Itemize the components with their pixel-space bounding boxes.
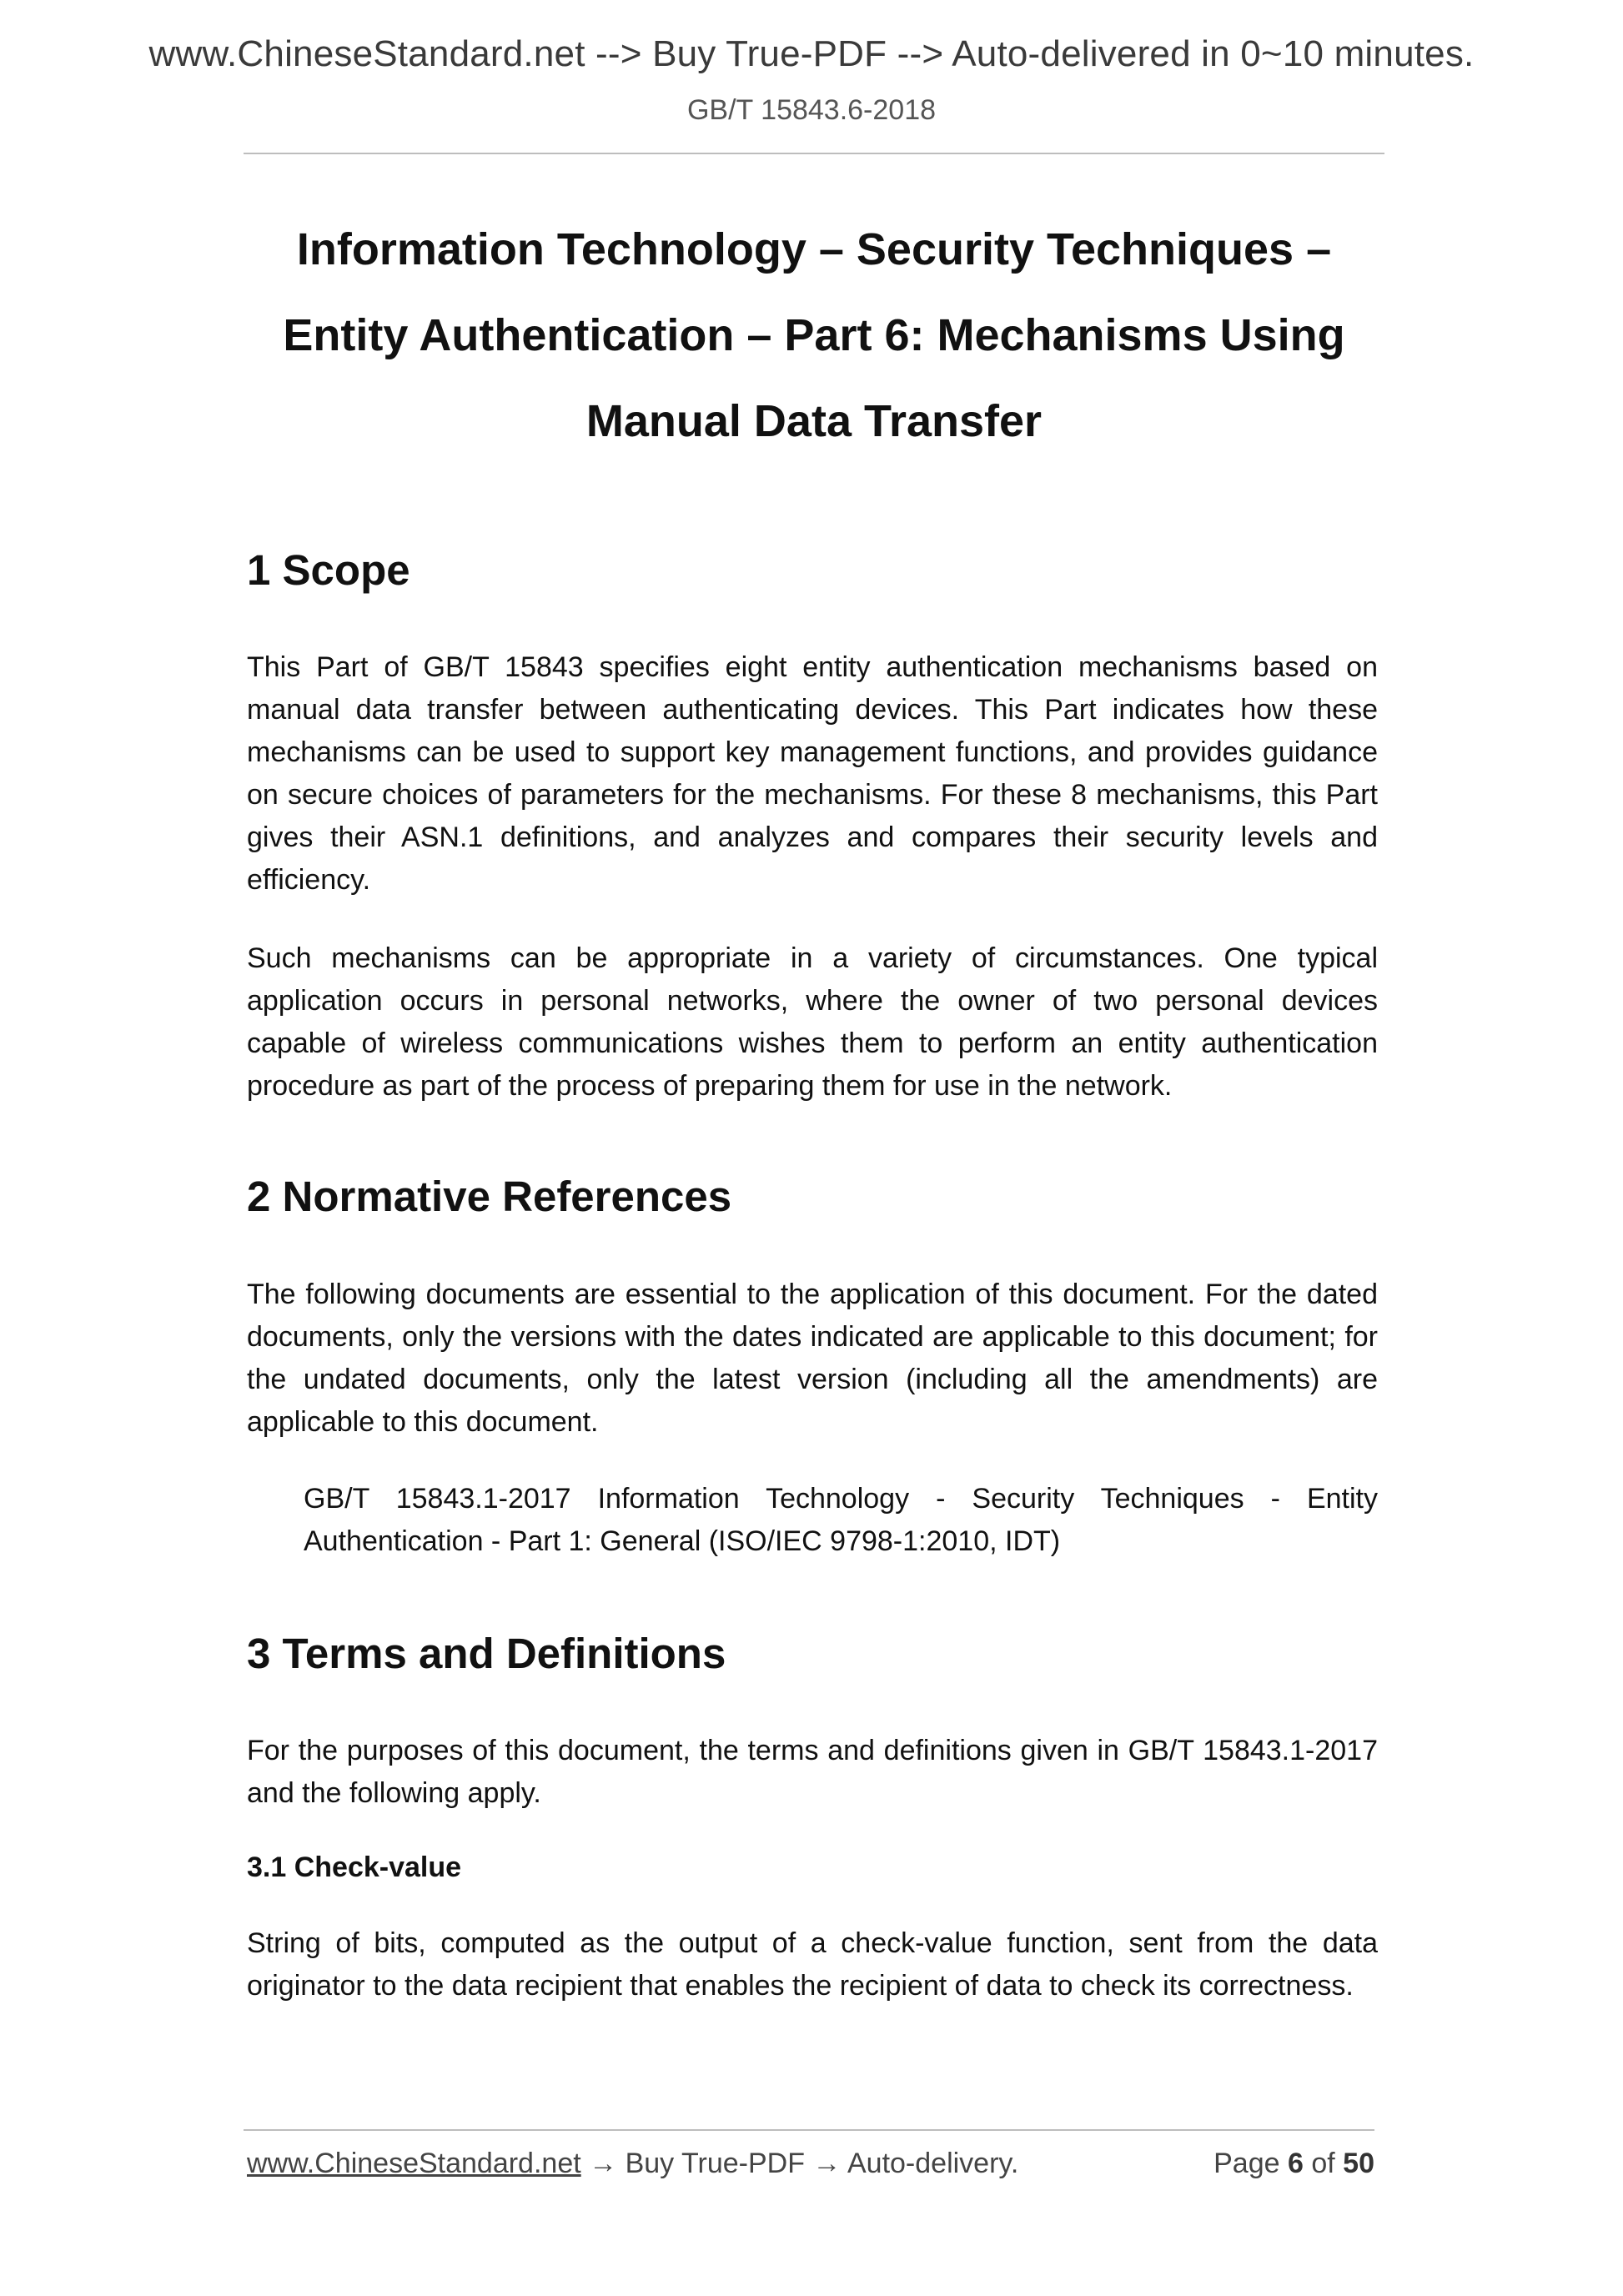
title-line-1: Information Technology – Security Techniques – [296,224,1332,274]
scope-paragraph-1-wrap [247,646,1378,902]
term-definition-check-value: String of bits, computed as the output of a check-value function, sent from the data originator to the data recipient that enables the recipient of data to check its correctness. [247,1927,1378,2002]
footer-divider [244,2129,1374,2131]
footer-tagline: → Buy True-PDF → Auto-delivery. [580,2148,1019,2179]
section-references-heading-wrap [247,1171,1378,1222]
scope-paragraph-1: This Part of GB/T 15843 specifies eight entity authentication mechanisms based on manual data transfer between authenticating devices. This Part indicates how these mechanisms can be used to support key management functions, and provides guidance on secure choices of parameters for the mechanisms. For these 8 mechanisms, this Part gives their ASN.1 definitions, and analyzes and compares their security levels and efficiency. [247,651,1378,896]
of-word: of [1311,2148,1335,2179]
section-terms-heading-wrap [247,1628,1378,1679]
term-heading-check-value: 3.1 Check-value [247,1851,462,1883]
document-title [244,207,1384,465]
scope-paragraph-2-wrap [247,937,1378,1108]
page-current: 6 [1287,2148,1304,2179]
standard-code: GB/T 15843.6-2018 [686,94,937,126]
terms-paragraph-wrap [247,1730,1378,1815]
scope-paragraph-2: Such mechanisms can be appropriate in a variety of circumstances. One typical application occurs in personal networks, where the owner of two personal devices capable of wireless communications wishes them to perform an entity authentication procedure as part of the process of preparing them for use in the network. [247,942,1378,1102]
title-line-3: Manual Data Transfer [585,396,1043,446]
title-line-2: Entity Authentication – Part 6: Mechanisms Using [283,310,1345,360]
reference-entry-wrap [304,1478,1378,1563]
page-footer [247,2148,1374,2180]
page-total: 50 [1343,2148,1374,2179]
page-indicator [1213,2148,1374,2180]
page-word: Page [1213,2148,1280,2179]
reference-entry: GB/T 15843.1-2017 Information Technology - Security Techniques - Entity Authentication - Part 1: General (ISO/IEC 9798-1:2010, IDT) [304,1483,1378,1557]
section-heading-terms: 3 Terms and Definitions [247,1630,726,1677]
header-banner: www.ChineseStandard.net --> Buy True-PDF --> Auto-delivered in 0~10 minutes. [148,33,1475,74]
section-scope-heading-wrap [247,545,1378,595]
header-divider [244,153,1384,154]
terms-paragraph: For the purposes of this document, the terms and definitions given in GB/T 15843.1-2017 and the following apply. [247,1735,1378,1809]
section-heading-scope: 1 Scope [247,546,410,594]
term-definition-wrap [247,1922,1378,2007]
section-heading-references: 2 Normative References [247,1173,732,1220]
references-paragraph-wrap [247,1274,1378,1444]
term-heading-wrap [247,1846,1378,1889]
references-paragraph: The following documents are essential to the application of this document. For the dated documents, only the versions with the dates indicated are applicable to this document; for the undated documents, only the latest version (including all the amendments) are applicable to this document. [247,1279,1378,1438]
footer-site-link[interactable]: www.ChineseStandard.net [247,2148,581,2179]
